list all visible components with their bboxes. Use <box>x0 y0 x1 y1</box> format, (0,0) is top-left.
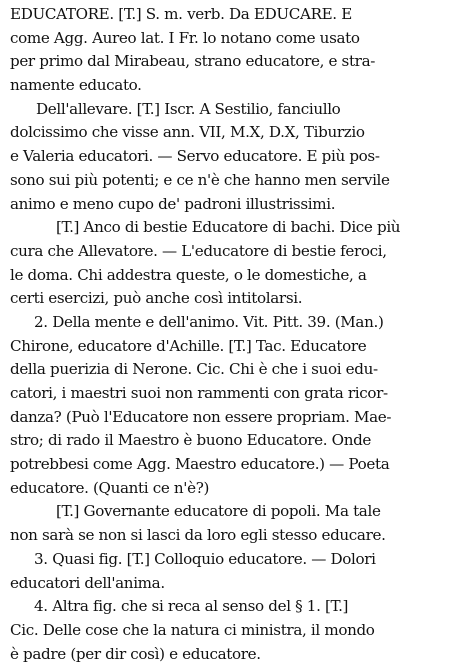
entry-line: potrebbesi come Agg. Maestro educatore.) — Poeta <box>10 455 390 474</box>
entry-line: Chirone, educatore d'Achille. [T.] Tac. Educatore <box>10 336 367 355</box>
entry-line: educatore. (Quanti ce n'è?) <box>10 478 210 497</box>
entry-line: 3. Quasi fig. [T.] Colloquio educatore. — Dolori <box>34 549 376 568</box>
entry-line: 2. Della mente e dell'animo. Vit. Pitt. 39. (Man.) <box>34 312 384 331</box>
entry-line: educatori dell'anima. <box>10 573 165 592</box>
entry-line: della puerizia di Nerone. Cic. Chi è che i suoi edu- <box>10 360 378 379</box>
entry-line: [T.] Anco di bestie Educatore di bachi. Dice più <box>56 218 401 237</box>
entry-line: 4. Altra fig. che si reca al senso del § 1. [T.] <box>34 597 349 616</box>
entry-line: per primo dal Mirabeau, strano educatore, e stra- <box>10 52 375 71</box>
entry-line: e Valeria educatori. — Servo educatore. E più pos- <box>10 147 380 166</box>
entry-line: animo e meno cupo de' padroni illustrissimi. <box>10 194 336 213</box>
entry-line: danza? (Può l'Educatore non essere propriam. Mae- <box>10 407 392 426</box>
entry-line: come Agg. Aureo lat. I Fr. lo notano come usato <box>10 28 360 47</box>
entry-line: catori, i maestri suoi non rammenti con grata ricor- <box>10 384 388 402</box>
entry-line: EDUCATORE. [T.] S. m. verb. Da EDUCARE. E <box>10 5 352 23</box>
entry-line: namente educato. <box>10 76 142 95</box>
entry-line: [T.] Governante educatore di popoli. Ma tale <box>56 502 381 521</box>
entry-line: sono sui più potenti; e ce n'è che hanno men servile <box>10 170 390 189</box>
entry-line: le doma. Chi addestra queste, o le domestiche, a <box>10 265 367 284</box>
entry-line: cura che Allevatore. — L'educatore di bestie feroci, <box>10 241 387 260</box>
entry-line: è padre (per dir così) e educatore. <box>10 644 261 663</box>
entry-line: stro; di rado il Maestro è buono Educatore. Onde <box>10 431 372 450</box>
entry-line: dolcissimo che visse ann. VII, M.X, D.X, Tiburzio <box>10 123 365 142</box>
entry-line: Cic. Delle cose che la natura ci ministra, il mondo <box>10 620 375 639</box>
entry-line: Dell'allevare. [T.] Iscr. A Sestilio, fanciullo <box>36 99 341 118</box>
entry-line: certi esercizi, può anche così intitolarsi. <box>10 289 303 308</box>
entry-line: non sarà se non si lasci da loro egli stesso educare. <box>10 526 386 545</box>
